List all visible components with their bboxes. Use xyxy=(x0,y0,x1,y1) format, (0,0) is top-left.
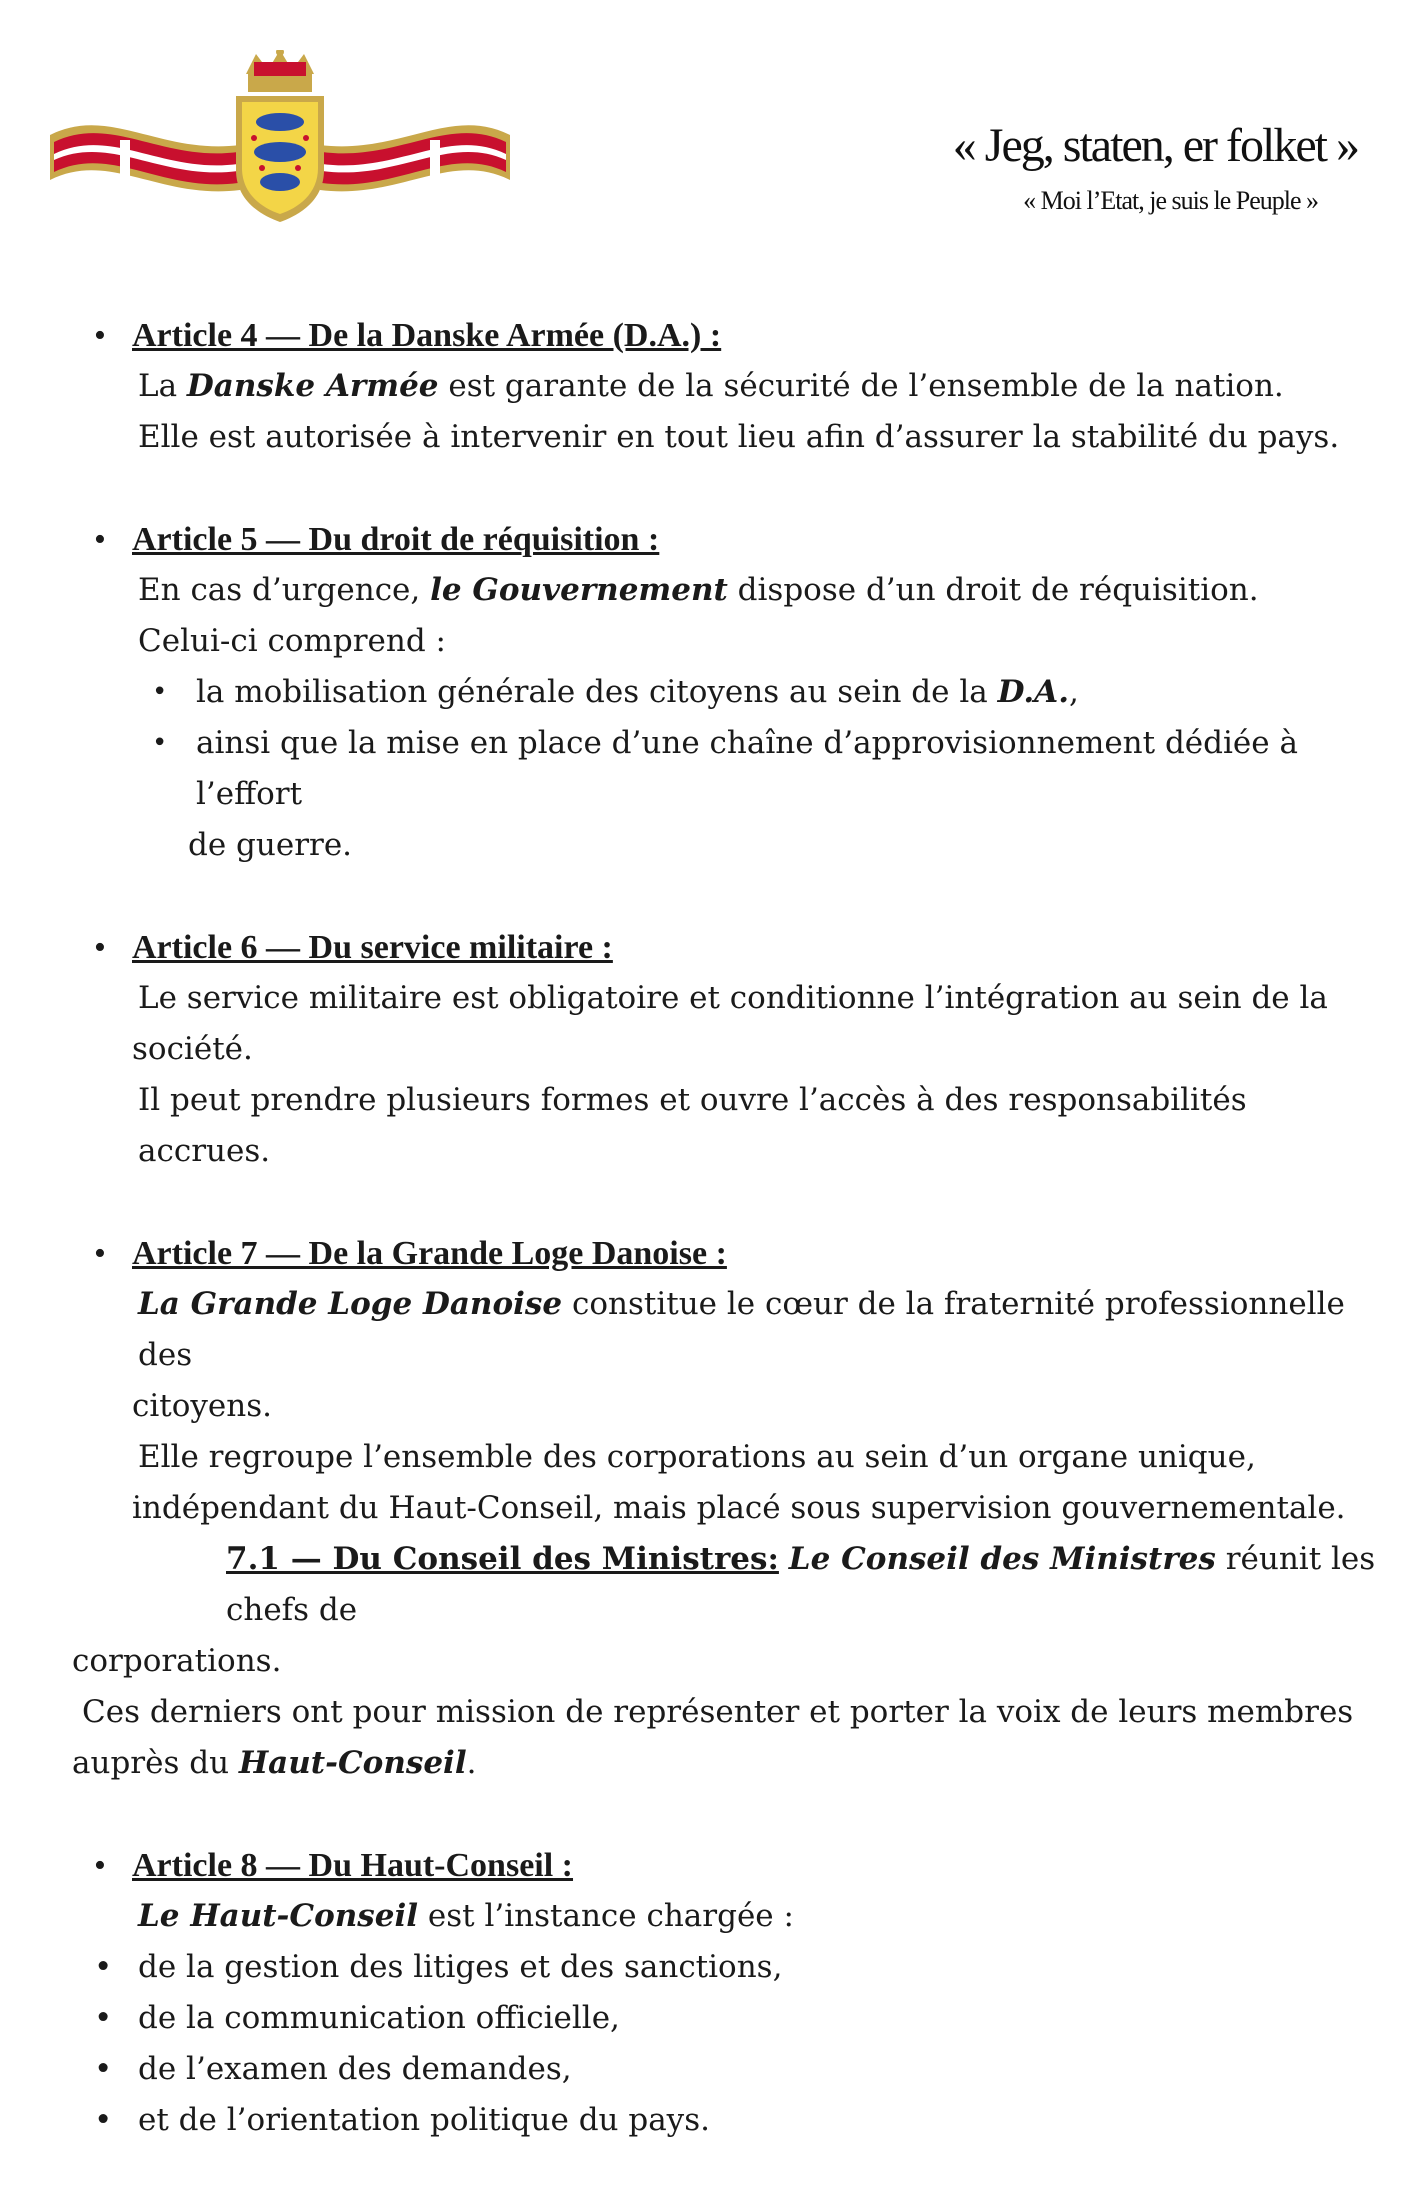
section-title: 7.1 — Du Conseil des Ministres: xyxy=(226,1541,779,1577)
emphasis: D.A. xyxy=(997,674,1070,710)
list-item-continuation: de guerre. xyxy=(188,827,353,863)
article-5 xyxy=(0,514,1428,871)
paragraph: corporations. xyxy=(72,1643,282,1679)
motto: « Jeg, staten, er folket » xyxy=(952,119,1358,172)
royal-coat-of-arms-icon xyxy=(40,50,520,230)
list-item: • de la communication officielle, xyxy=(0,1993,1428,2044)
paragraph: Ces derniers ont pour mission de représenter et porter la voix de leurs membres xyxy=(82,1694,1354,1730)
paragraph: Le service militaire est obligatoire et conditionne l’intégration au sein de la xyxy=(138,980,1328,1016)
emphasis: La Grande Loge Danoise xyxy=(138,1286,563,1322)
paragraph: indépendant du Haut-Conseil, mais placé sous supervision gouvernementale. xyxy=(132,1490,1346,1526)
emphasis: Le Haut-Conseil xyxy=(138,1898,419,1934)
article-title: • Article 5 — Du droit de réquisition : xyxy=(0,514,1428,565)
article-title: • Article 6 — Du service militaire : xyxy=(0,922,1428,973)
page-header xyxy=(0,0,1428,240)
article-title: • Article 7 — De la Grande Loge Danoise : xyxy=(0,1228,1428,1279)
list-item: • de la gestion des litiges et des sanctions, xyxy=(0,1942,1428,1993)
paragraph: Celui-ci comprend : xyxy=(138,623,447,659)
paragraph: auprès du Haut-Conseil. xyxy=(72,1745,477,1781)
paragraph: En cas d’urgence, le Gouvernement dispose d’un droit de réquisition. xyxy=(138,572,1259,608)
emphasis: Haut-Conseil xyxy=(238,1745,467,1781)
section-7-1: 7.1 — Du Conseil des Ministres: Le Conseil des Ministres réunit les chefs de xyxy=(226,1541,1376,1628)
motto-translation: « Moi l’Etat, je suis le Peuple » xyxy=(1023,186,1318,215)
emphasis: Le Conseil des Ministres xyxy=(788,1541,1216,1577)
paragraph: La Danske Armée est garante de la sécurité de l’ensemble de la nation. xyxy=(138,368,1284,404)
article-title: • Article 4 — De la Danske Armée (D.A.) : xyxy=(0,310,1428,361)
emphasis: Danske Armée xyxy=(186,368,439,404)
article-8 xyxy=(0,1840,1428,2146)
article-7 xyxy=(0,1228,1428,1789)
article-4 xyxy=(0,310,1428,463)
list-item: • et de l’orientation politique du pays. xyxy=(0,2095,1428,2146)
paragraph: citoyens. xyxy=(132,1388,272,1424)
list-item: • ainsi que la mise en place d’une chaîne d’approvisionnement dédiée à l’effort xyxy=(0,718,1428,820)
list-item: • de l’examen des demandes, xyxy=(0,2044,1428,2095)
paragraph: Elle est autorisée à intervenir en tout lieu afin d’assurer la stabilité du pays. xyxy=(138,419,1340,455)
list-item: • la mobilisation générale des citoyens au sein de la D.A., xyxy=(0,667,1428,718)
paragraph: Elle regroupe l’ensemble des corporations au sein d’un organe unique, xyxy=(138,1439,1256,1475)
paragraph: Le Haut-Conseil est l’instance chargée : xyxy=(138,1898,794,1934)
article-6 xyxy=(0,922,1428,1177)
emphasis: le Gouvernement xyxy=(430,572,728,608)
paragraph: La Grande Loge Danoise constitue le cœur de la fraternité professionnelle des xyxy=(138,1286,1345,1373)
document-body xyxy=(0,310,1428,2197)
paragraph: société. xyxy=(132,1031,253,1067)
article-title: • Article 8 — Du Haut-Conseil : xyxy=(0,1840,1428,1891)
paragraph: Il peut prendre plusieurs formes et ouvre l’accès à des responsabilités accrues. xyxy=(138,1082,1247,1169)
